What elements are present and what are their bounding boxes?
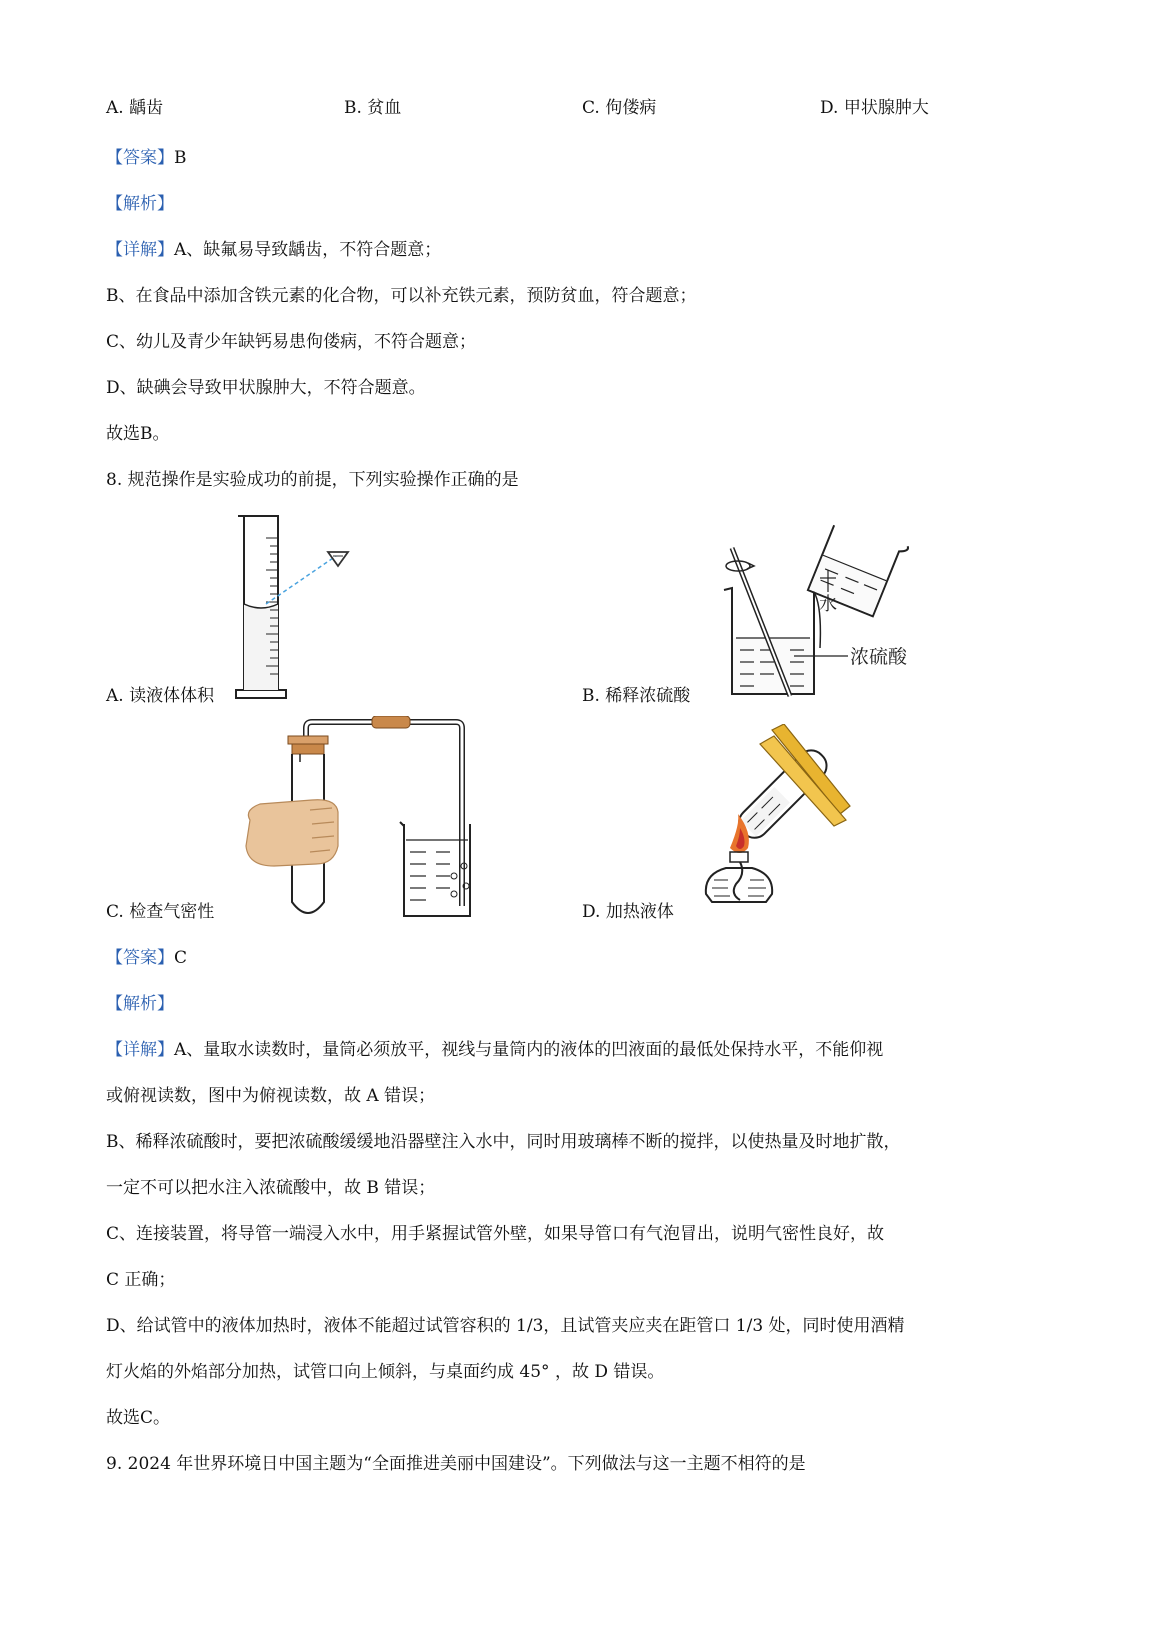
label-acid: 浓硫酸 (850, 646, 908, 668)
q7-analysis-tag: 【解析】 (106, 194, 174, 214)
q8-conclusion: 故选C。 (106, 1408, 171, 1428)
q8-option-a: A. 读液体体积 (106, 686, 215, 706)
answer-tag: 【答案】 (106, 948, 174, 968)
q8-analysis-tag: 【解析】 (106, 994, 174, 1014)
q7-option-a: A. 龋齿 (106, 98, 164, 118)
q7-option-b: B. 贫血 (344, 98, 402, 118)
detail-tag: 【详解】 (106, 1040, 174, 1060)
q7-detail-line-3: C、幼儿及青少年缺钙易患佝偻病，不符合题意； (106, 332, 477, 352)
q8-option-d: D. 加热液体 (582, 902, 674, 922)
q7-answer (106, 146, 187, 170)
q7-detail-line-4: D、缺碘会导致甲状腺肿大，不符合题意。 (106, 378, 426, 398)
answer-tag: 【答案】 (106, 148, 174, 168)
figure-airtightness-check (240, 716, 590, 922)
q9-stem: 9. 2024 年世界环境日中国主题为“全面推进美丽中国建设”。下列做法与这一主题不相符的是 (106, 1454, 806, 1474)
answer-value: C (174, 948, 188, 968)
q7-conclusion: 故选B。 (106, 424, 170, 444)
answer-value: B (174, 148, 187, 168)
q8-detail-line-5: C、连接装置，将导管一端浸入水中，用手紧握试管外壁，如果导管口有气泡冒出，说明气密性良好，故 (106, 1224, 885, 1244)
q8-detail-line-8: 灯火焰的外焰部分加热，试管口向上倾斜，与桌面约成 45° ，故 D 错误。 (106, 1362, 665, 1382)
detail-text: A、缺氟易导致龋齿，不符合题意； (174, 240, 442, 260)
detail-text: A、量取水读数时，量筒必须放平，视线与量筒内的液体的凹液面的最低处保持水平，不能仰视 (174, 1040, 884, 1060)
q8-stem: 8. 规范操作是实验成功的前提，下列实验操作正确的是 (106, 470, 519, 490)
figure-graduated-cylinder (230, 508, 360, 704)
q8-option-c: C. 检查气密性 (106, 902, 215, 922)
q8-detail-line-2: 或俯视读数，图中为俯视读数，故 A 错误； (106, 1086, 436, 1106)
q8-detail-line-4: 一定不可以把水注入浓硫酸中，故 B 错误； (106, 1178, 436, 1198)
q8-answer (106, 946, 187, 970)
detail-tag: 【详解】 (106, 240, 174, 260)
q8-option-b: B. 稀释浓硫酸 (582, 686, 691, 706)
q8-detail-line-1 (106, 1038, 883, 1062)
q8-detail-line-7: D、给试管中的液体加热时，液体不能超过试管容积的 1/3，且试管夹应夹在距管口 1/3 处，同时使用酒精 (106, 1316, 905, 1336)
label-water: 水 (819, 594, 837, 615)
q8-detail-line-6: C 正确； (106, 1270, 176, 1290)
q7-option-d: D. 甲状腺肿大 (820, 98, 929, 118)
figure-dilute-acid (710, 508, 940, 704)
q7-option-c: C. 佝偻病 (582, 98, 657, 118)
q7-detail-line-2: B、在食品中添加含铁元素的化合物，可以补充铁元素，预防贫血，符合题意； (106, 286, 697, 306)
q7-detail-line-1 (106, 238, 441, 262)
q8-detail-line-3: B、稀释浓硫酸时，要把浓硫酸缓缓地沿器壁注入水中，同时用玻璃棒不断的搅拌，以使热量及时地扩散， (106, 1132, 901, 1152)
figure-heating-liquid (700, 724, 880, 924)
